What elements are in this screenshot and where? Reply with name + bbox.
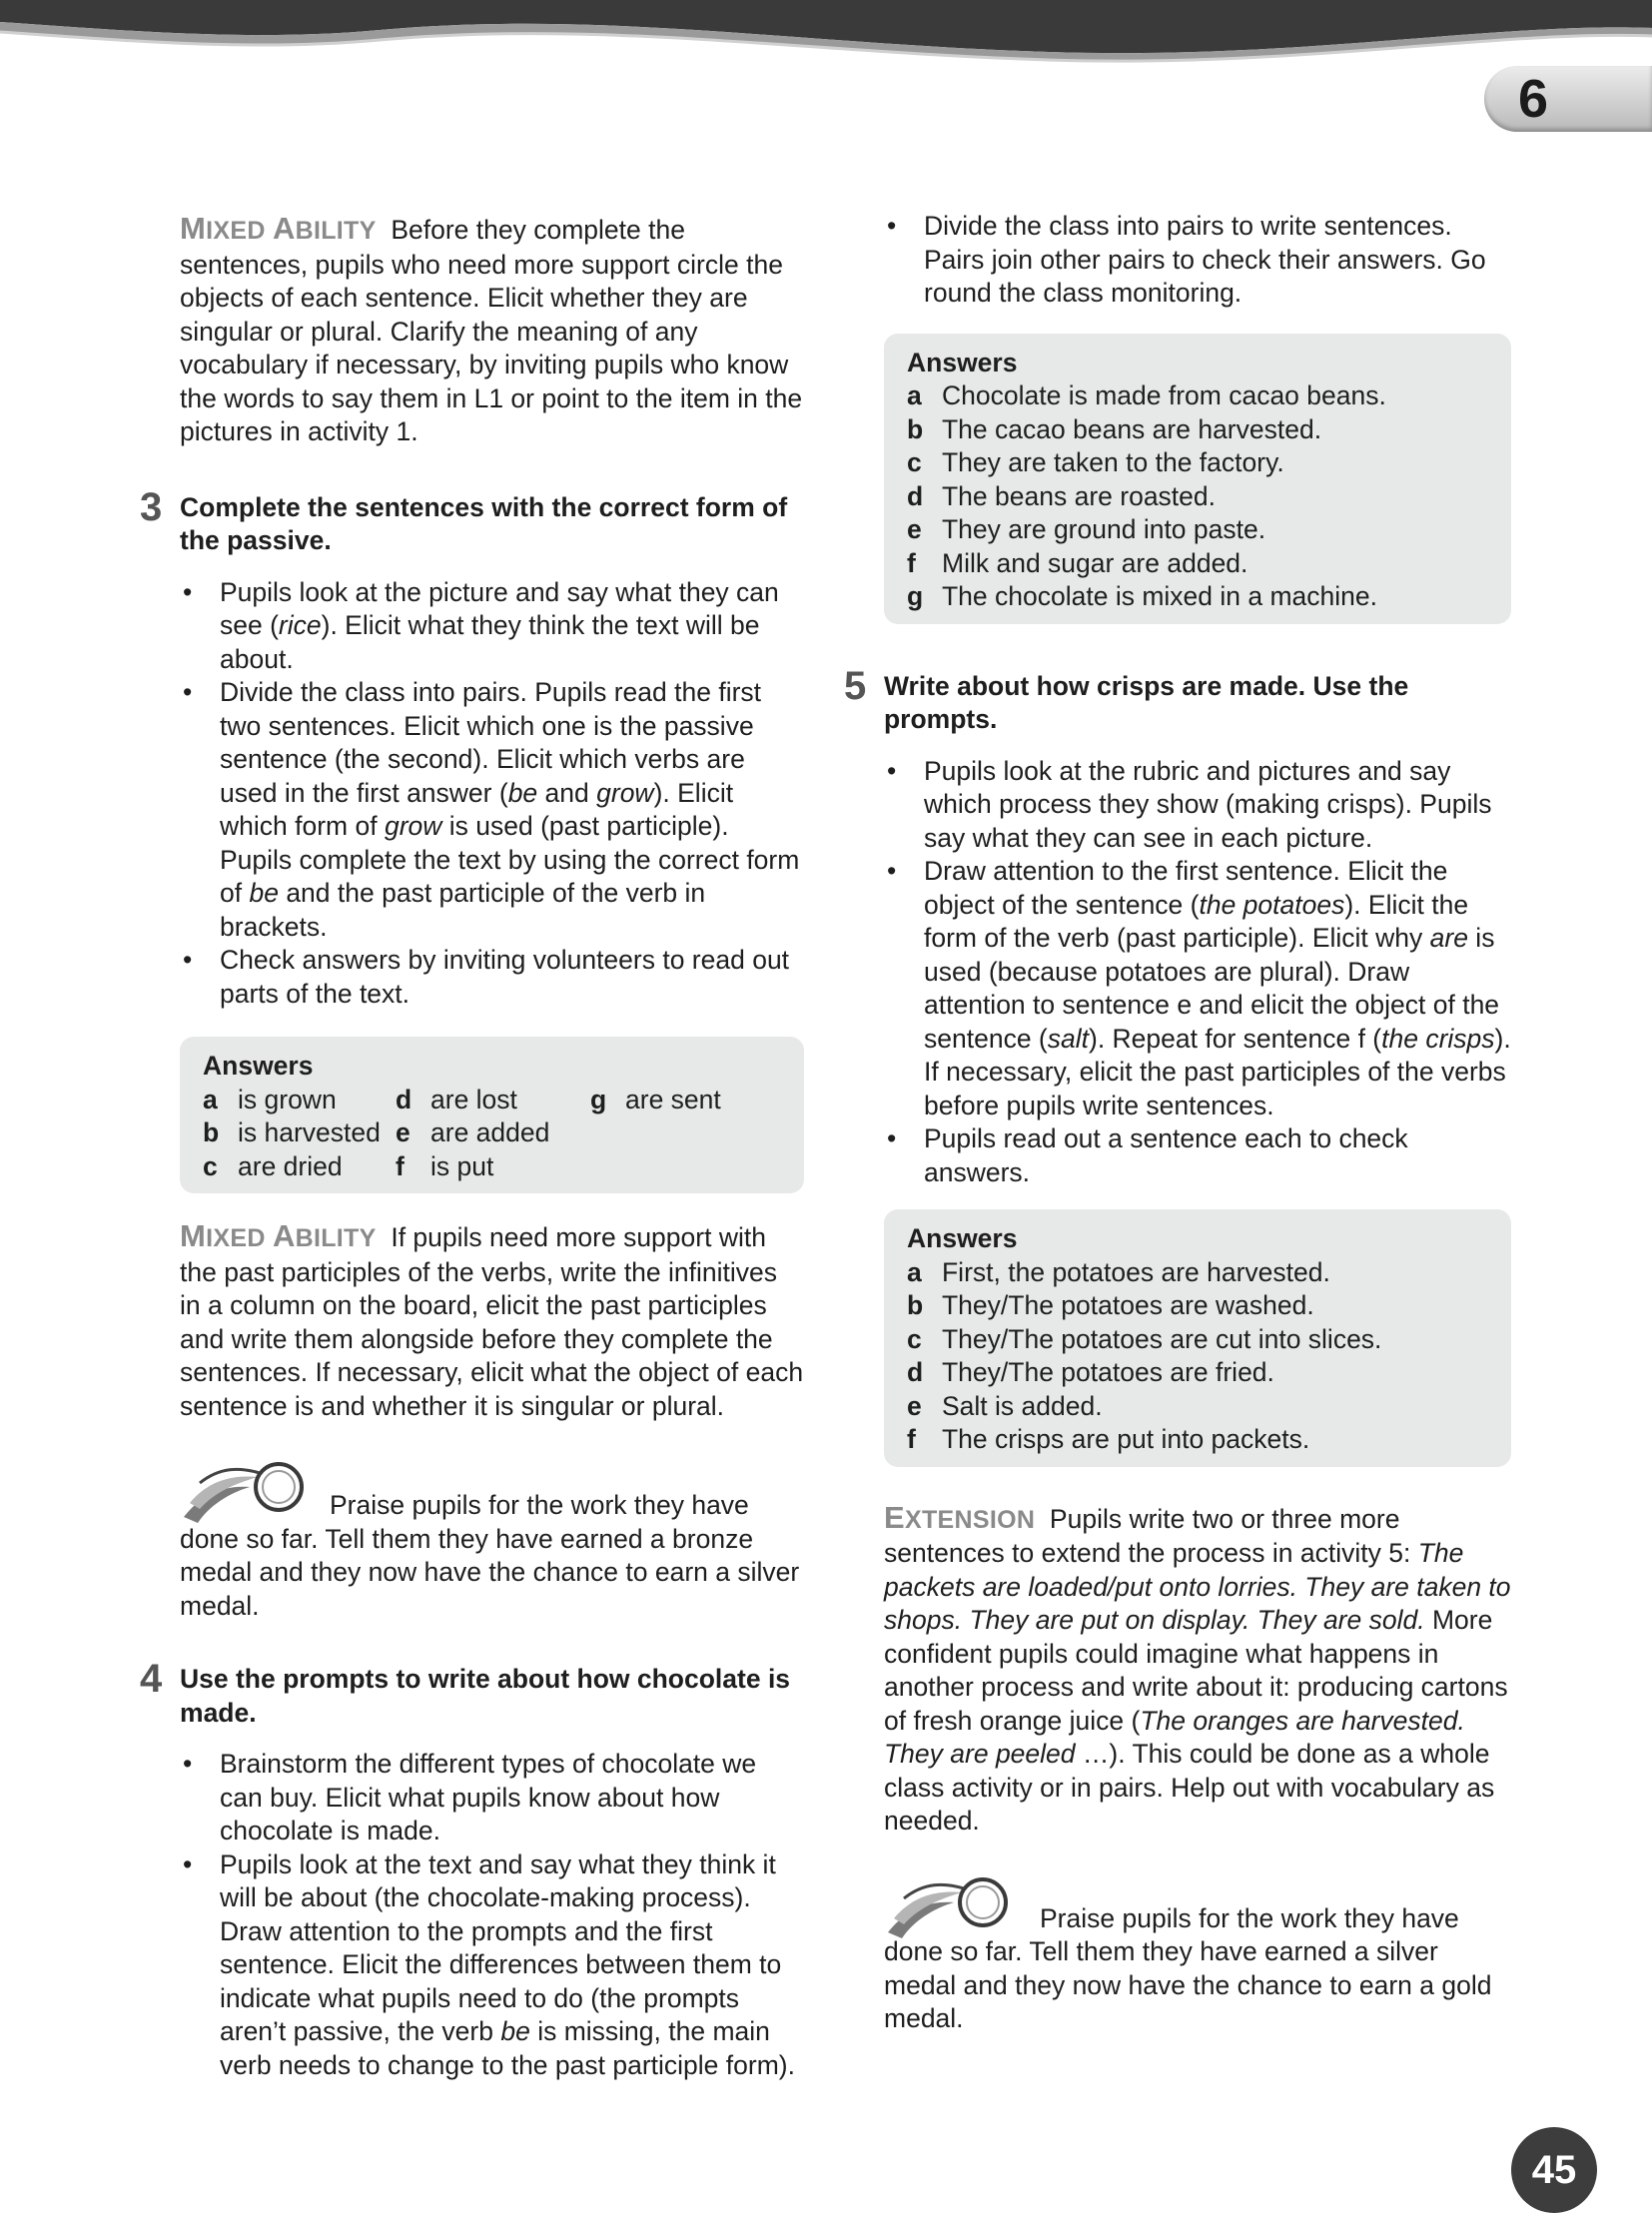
answers-box: [884, 334, 1511, 624]
activity-title: Complete the sentences with the correct form of the passive.: [180, 491, 788, 555]
answer-item: e Salt is added.: [907, 1390, 1103, 1421]
list-item: • Pupils look at the rubric and pictures and say which process they show (making crisps). Pupils say what they can see in each picture.: [884, 755, 1511, 856]
activity-5-steps: [884, 755, 1511, 1190]
right-column: [844, 210, 1511, 2036]
list-item: • Check answers by inviting volunteers to read out parts of the text.: [180, 944, 804, 1011]
list-item: • Pupils read out a sentence each to check answers.: [884, 1122, 1511, 1189]
answer-item: g The chocolate is mixed in a machine.: [907, 581, 1377, 611]
answers-title: Answers: [907, 1223, 1018, 1253]
activity-4-heading: [140, 1657, 804, 1730]
unit-tab: [1484, 66, 1652, 132]
answer-item: a Chocolate is made from cacao beans.: [907, 380, 1386, 410]
activity-number: 4: [140, 1657, 163, 1701]
activity-4-steps-continued: [884, 210, 1511, 311]
list-item: • Brainstorm the different types of chocolate we can buy. Elicit what pupils know about how chocolate is made.: [180, 1748, 804, 1848]
answers-title: Answers: [907, 347, 1018, 377]
answers-box: [884, 1209, 1511, 1467]
medal-note: [884, 1872, 1511, 2036]
list-item: • Divide the class into pairs. Pupils read the first two sentences. Elicit which one is the passive sentence (the second). Elicit which verbs are used in the first answer (be and grow). Elicit which form of grow is used (past participle). Pupils complete the text by using the correct form of be and the past participle of the verb in brackets.: [180, 676, 804, 944]
activity-3-steps: [180, 576, 804, 1012]
left-column: [140, 211, 804, 2082]
answer-item: b They/The potatoes are washed.: [907, 1290, 1314, 1320]
answers-grid: [203, 1084, 782, 1184]
answers-title: Answers: [203, 1051, 314, 1081]
extension-label: EXTENSION: [884, 1499, 1036, 1535]
activity-title: Write about how crisps are made. Use the prompts.: [884, 670, 1409, 734]
answer-item: f Milk and sugar are added.: [907, 547, 1248, 578]
activity-number: 5: [844, 663, 867, 708]
activity-3-heading: [140, 484, 804, 558]
medal-text: Praise pupils for the work they have done so far. Tell them they have earned a bronze medal and they now have the chance to earn a silver medal.: [180, 1490, 800, 1621]
list-item: • Divide the class into pairs to write sentences. Pairs join other pairs to check their answers. Go round the class monitoring.: [884, 210, 1511, 311]
mixed-ability-text: If pupils need more support with the past participles of the verbs, write the infinitives in a column on the board, elicit the past participles and write them alongside before they complete the sentences. If necessary, elicit what the object of each sentence is and whether it is singular or plural.: [180, 1222, 804, 1421]
answer-item: g are sent: [590, 1084, 721, 1114]
page-number: 45: [1511, 2127, 1597, 2213]
answer-item: f is put: [396, 1150, 494, 1181]
medal-note: [180, 1457, 804, 1623]
answer-item: c They are taken to the factory.: [907, 447, 1284, 477]
answer-item: d They/The potatoes are fried.: [907, 1357, 1274, 1387]
activity-number: 3: [140, 484, 163, 529]
medal-text: Praise pupils for the work they have done so far. Tell them they have earned a silver medal and they now have the chance to earn a gold medal.: [884, 1902, 1492, 2033]
mixed-ability-note: [180, 1219, 804, 1423]
mixed-ability-label: MIXED ABILITY: [180, 1218, 377, 1253]
medal-icon: [180, 1457, 310, 1527]
activity-4-steps: [180, 1748, 804, 2082]
answer-item: a is grown: [203, 1084, 337, 1114]
answer-item: a First, the potatoes are harvested.: [907, 1256, 1330, 1287]
answer-item: b The cacao beans are harvested.: [907, 413, 1322, 444]
mixed-ability-note: [180, 212, 804, 449]
activity-5-heading: [844, 663, 1511, 737]
unit-number: 6: [1518, 69, 1549, 129]
list-item: • Draw attention to the first sentence. Elicit the object of the sentence (the potatoes). Elicit the form of the verb (past participle). Elicit why are is used (because potatoes are plural). Draw attention to sentence e and elicit the object of the sentence (salt). Repeat for sentence f (the crisps). If necessary, elicit the past participles of the verbs before pupils write sentences.: [884, 855, 1511, 1122]
answer-item: f The crisps are put into packets.: [907, 1424, 1310, 1454]
answer-item: d are lost: [396, 1084, 517, 1114]
list-item: • Pupils look at the picture and say what they can see (rice). Elicit what they think the text will be about.: [180, 576, 804, 677]
activity-title: Use the prompts to write about how chocolate is made.: [180, 1664, 791, 1728]
answer-item: b is harvested: [203, 1117, 381, 1147]
mixed-ability-label: MIXED ABILITY: [180, 211, 377, 246]
mixed-ability-text: Before they complete the sentences, pupils who need more support circle the objects of each sentence. Elicit whether they are singular or plural. Clarify the meaning of any vocabulary if necessary, by inviting pupils who know the words to say them in L1 or point to the item in the pictures in activity 1.: [180, 215, 803, 446]
answer-item: d The beans are roasted.: [907, 480, 1217, 511]
answers-box: [180, 1037, 804, 1193]
answer-item: c They/The potatoes are cut into slices.: [907, 1323, 1382, 1354]
answer-item: e are added: [396, 1117, 550, 1147]
answer-item: e They are ground into paste.: [907, 514, 1266, 544]
answer-item: c are dried: [203, 1150, 343, 1181]
extension-note: EXTENSION Pupils write two or three more sentences to extend the process in activity 5: The packets are loaded/put onto lorries. They are taken to shops. They are put on display. They are sold. More confident pupils could imagine what happens in another process and write about it: producing cartons of fresh orange juice (The oranges are harvested. They are peeled …). This could be done as a whole class activity or in pairs. Help out with vocabulary as needed.: [884, 1499, 1511, 1836]
list-item: • Pupils look at the text and say what they think it will be about (the chocolate-making process). Draw attention to the prompts and the first sentence. Elicit the differences between them to indicate what pupils need to do (the prompts aren’t passive, the verb be is missing, the main verb needs to change to the past participle form).: [180, 1848, 804, 2083]
header-swoosh: [0, 0, 1652, 80]
medal-icon: [884, 1872, 1014, 1942]
